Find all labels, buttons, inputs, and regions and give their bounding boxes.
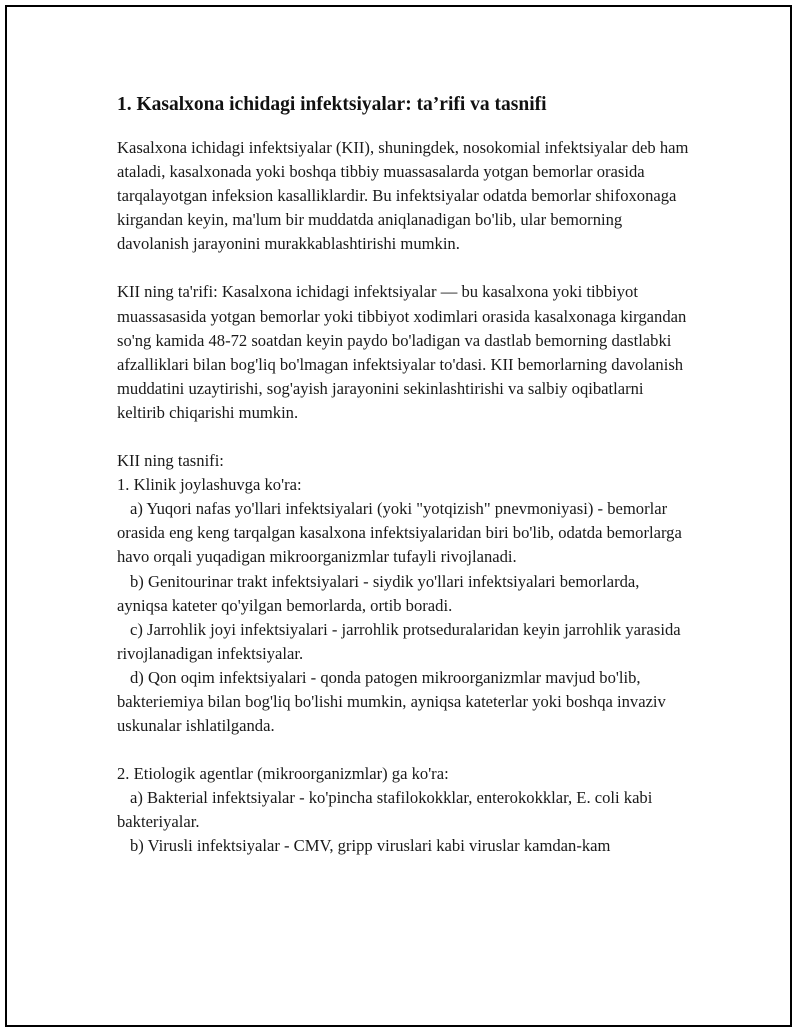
classification-block xyxy=(117,449,692,738)
section2-item-b: b) Virusli infektsiyalar - CMV, gripp viruslari kabi viruslar kamdan-kam xyxy=(130,836,611,856)
section1-item-b: b) Genitourinar trakt infektsiyalari - siydik yo'llari infektsiyalari bemorlarda, ayniqsa kateter qo'yilgan bemorlarda, ortib boradi. xyxy=(117,571,644,615)
section2-title: 2. Etiologik agentlar (mikroorganizmlar) ga ko'ra: xyxy=(117,764,449,784)
section1-item-d: d) Qon oqim infektsiyalari - qonda patogen mikroorganizmlar mavjud bo'lib, bakteriemiya bilan bog'liq bo'lishi mumkin, ayniqsa kateterlar yoki boshqa invaziv uskunalar ishlatilganda. xyxy=(117,667,670,736)
section1-item-c: c) Jarrohlik joyi infektsiyalari - jarrohlik protseduralaridan keyin jarrohlik yarasida rivojlanadigan infektsiyalar. xyxy=(117,619,685,663)
section1-title: 1. Klinik joylashuvga ko'ra: xyxy=(117,475,302,495)
section2-item-a: a) Bakterial infektsiyalar - ko'pincha stafilokokklar, enterokokklar, E. coli kabi bakteriyalar. xyxy=(117,788,657,832)
intro-paragraph: Kasalxona ichidagi infektsiyalar (KII), shuningdek, nosokomial infektsiyalar deb ham ataladi, kasalxonada yoki boshqa tibbiy muassasalarda yotgan bemorlar orasida tarqalayotgan infeksion kasalliklardir. Bu infektsiyalar odatda bemorlar shifoxonaga kirgandan keyin, ma'lum bir muddatda aniqlanadigan bo'lib, ular bemorning davolanish jarayonini murakkablashtirishi mumkin. xyxy=(117,138,693,254)
etiology-block xyxy=(117,762,692,858)
document-body xyxy=(117,92,692,883)
section1-item-a: a) Yuqori nafas yo'llari infektsiyalari (yoki "yotqizish" pnevmoniyasi) - bemorlar orasida eng keng tarqalgan kasalxona infektsiyalaridan biri bo'lib, odatda bemorlarga havo orqali yuqadigan mikroorganizmlar tufayli rivojlanadi. xyxy=(117,499,686,567)
classification-title: KII ning tasnifi: xyxy=(117,451,224,471)
document-heading: 1. Kasalxona ichidagi infektsiyalar: ta’rifi va tasnifi xyxy=(117,94,547,115)
definition-paragraph: KII ning ta'rifi: Kasalxona ichidagi infektsiyalar — bu kasalxona yoki tibbiyot muassasasida yotgan bemorlar yoki tibbiyot xodimlari orasida kasalxonaga kirgandan so'ng kamida 48-72 soatdan keyin paydo bo'ladigan va dastlab bemorning dastlabki afzalliklari bilan bog'liq bo'lmagan infektsiyalar to'dasi. KII bemorlarning davolanish muddatini uzaytirishi, sog'ayish jarayonini sekinlashtirishi va salbiy oqibatlarni keltirib chiqarishi mumkin. xyxy=(117,282,691,422)
